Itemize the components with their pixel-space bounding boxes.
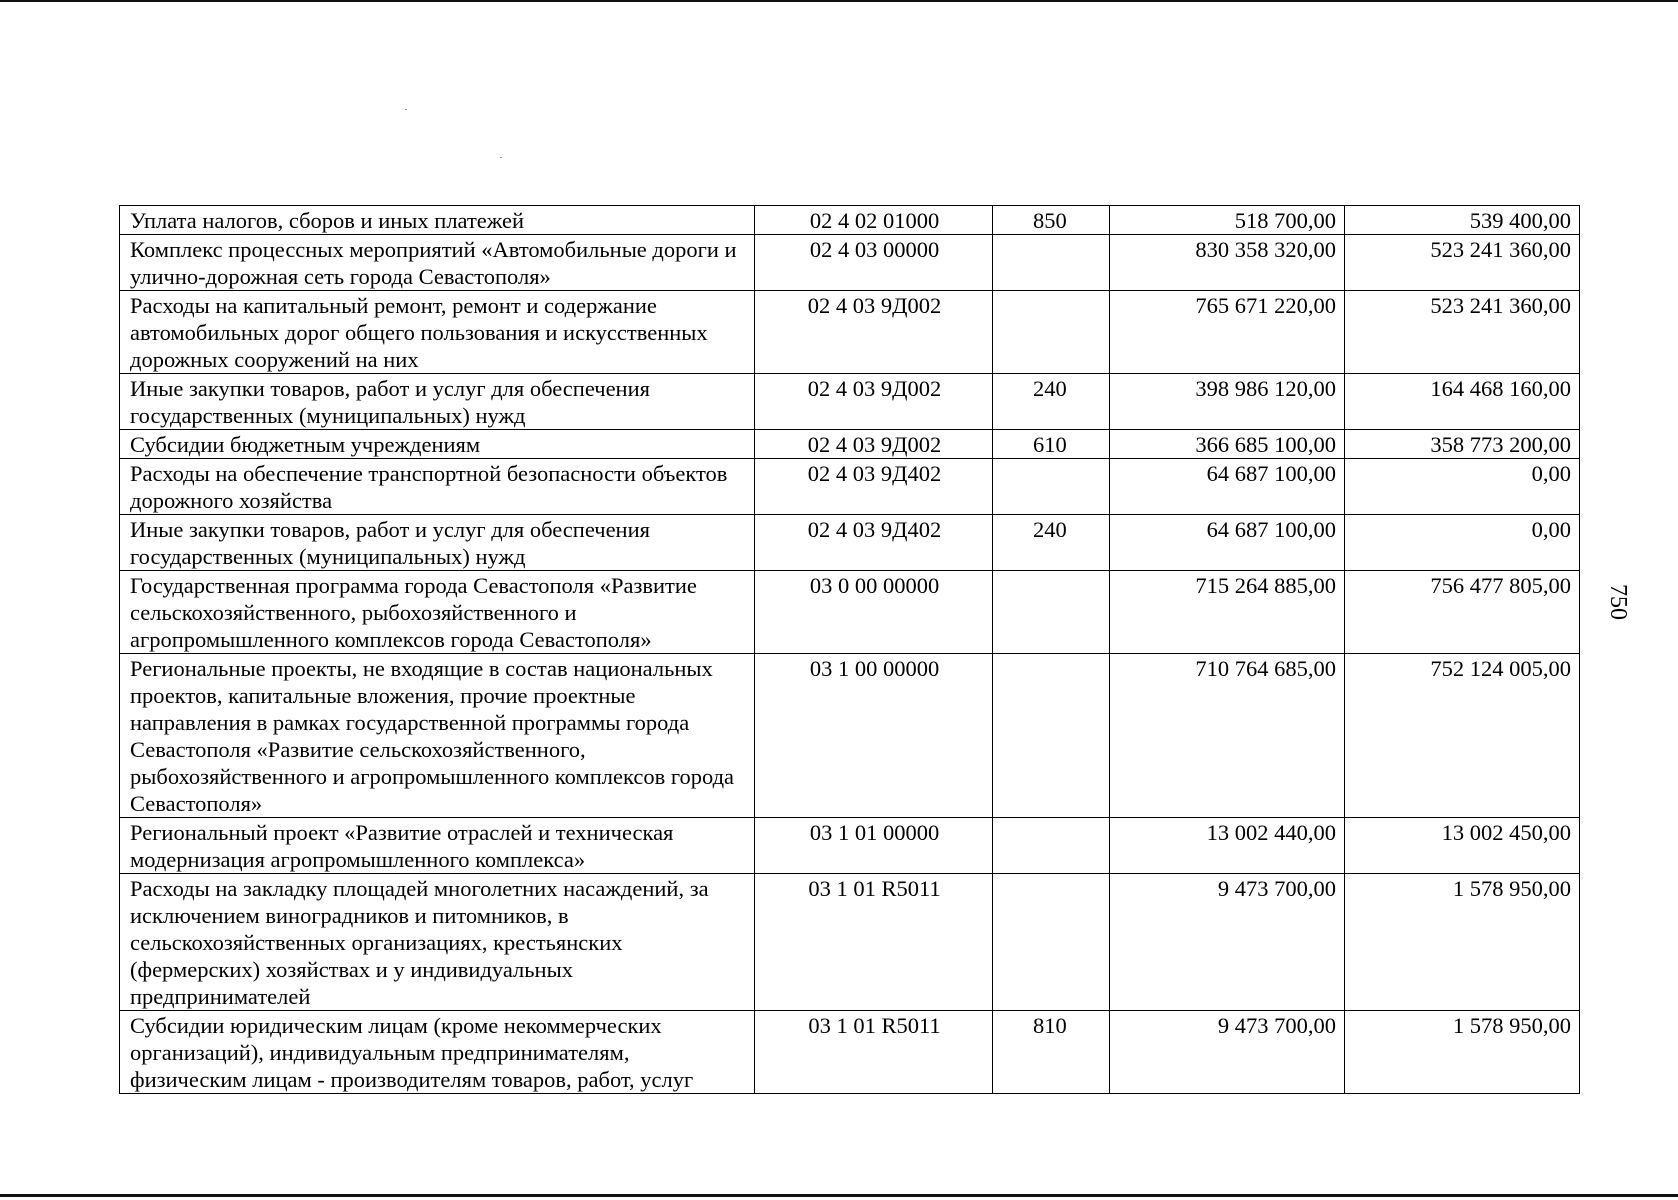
- amount-year-1: 715 264 885,00: [1110, 571, 1345, 654]
- expense-type-code: [993, 291, 1110, 374]
- row-name: Расходы на обеспечение транспортной безопасности объектов дорожного хозяйства: [120, 459, 755, 515]
- table-row: [120, 291, 1580, 374]
- scan-speck: [500, 157, 502, 158]
- amount-year-1: 9 473 700,00: [1110, 874, 1345, 1011]
- amount-year-1: 398 986 120,00: [1110, 374, 1345, 430]
- amount-year-2: 0,00: [1345, 515, 1580, 571]
- amount-year-2: 164 468 160,00: [1345, 374, 1580, 430]
- bottom-edge-line: [0, 1194, 1678, 1197]
- amount-year-2: 0,00: [1345, 459, 1580, 515]
- expense-type-code: [993, 235, 1110, 291]
- table-row: [120, 515, 1580, 571]
- target-article-code: 02 4 02 01000: [755, 206, 993, 235]
- table-row: [120, 874, 1580, 1011]
- row-name: Субсидии бюджетным учреждениям: [120, 430, 755, 459]
- target-article-code: 02 4 03 9Д402: [755, 515, 993, 571]
- expense-type-code: 850: [993, 206, 1110, 235]
- amount-year-2: 13 002 450,00: [1345, 818, 1580, 874]
- table-row: [120, 206, 1580, 235]
- amount-year-1: 830 358 320,00: [1110, 235, 1345, 291]
- table-row: [120, 571, 1580, 654]
- scan-speck: [405, 109, 407, 110]
- target-article-code: 02 4 03 9Д402: [755, 459, 993, 515]
- table-row: [120, 235, 1580, 291]
- row-name: Иные закупки товаров, работ и услуг для обеспечения государственных (муниципальных) нужд: [120, 374, 755, 430]
- amount-year-2: 1 578 950,00: [1345, 874, 1580, 1011]
- row-name: Государственная программа города Севастополя «Развитие сельскохозяйственного, рыбохозяйственного и агропромышленного комплексов города Севастополя»: [120, 571, 755, 654]
- amount-year-2: 539 400,00: [1345, 206, 1580, 235]
- expense-type-code: [993, 571, 1110, 654]
- row-name: Расходы на капитальный ремонт, ремонт и содержание автомобильных дорог общего пользования и искусственных дорожных сооружений на них: [120, 291, 755, 374]
- budget-table-body: [120, 206, 1580, 1094]
- row-name: Региональный проект «Развитие отраслей и техническая модернизация агропромышленного комплекса»: [120, 818, 755, 874]
- target-article-code: 02 4 03 9Д002: [755, 291, 993, 374]
- expense-type-code: 240: [993, 374, 1110, 430]
- target-article-code: 03 1 01 R5011: [755, 874, 993, 1011]
- row-name: Региональные проекты, не входящие в состав национальных проектов, капитальные вложения, прочие проектные направления в рамках государственной программы города Севастополя «Развитие сельскохозяйственного, рыбохозяйственного и агропромышленного комплексов города Севастополя»: [120, 654, 755, 818]
- expense-type-code: 810: [993, 1011, 1110, 1094]
- table-row: [120, 430, 1580, 459]
- target-article-code: 02 4 03 9Д002: [755, 374, 993, 430]
- budget-table: [119, 205, 1580, 1094]
- amount-year-1: 366 685 100,00: [1110, 430, 1345, 459]
- amount-year-1: 13 002 440,00: [1110, 818, 1345, 874]
- table-row: [120, 374, 1580, 430]
- table-row: [120, 654, 1580, 818]
- target-article-code: 02 4 03 00000: [755, 235, 993, 291]
- amount-year-1: 765 671 220,00: [1110, 291, 1345, 374]
- expense-type-code: 240: [993, 515, 1110, 571]
- target-article-code: 02 4 03 9Д002: [755, 430, 993, 459]
- page-number: 750: [1605, 584, 1631, 620]
- amount-year-2: 1 578 950,00: [1345, 1011, 1580, 1094]
- target-article-code: 03 1 01 R5011: [755, 1011, 993, 1094]
- table-row: [120, 459, 1580, 515]
- amount-year-2: 358 773 200,00: [1345, 430, 1580, 459]
- row-name: Уплата налогов, сборов и иных платежей: [120, 206, 755, 235]
- amount-year-1: 64 687 100,00: [1110, 459, 1345, 515]
- row-name: Расходы на закладку площадей многолетних насаждений, за исключением виноградников и питомников, в сельскохозяйственных организациях, крестьянских (фермерских) хозяйствах и у индивидуальных предпринимателей: [120, 874, 755, 1011]
- top-edge-line: [0, 0, 1678, 2]
- amount-year-1: 518 700,00: [1110, 206, 1345, 235]
- expense-type-code: [993, 459, 1110, 515]
- expense-type-code: [993, 818, 1110, 874]
- expense-type-code: [993, 654, 1110, 818]
- amount-year-2: 756 477 805,00: [1345, 571, 1580, 654]
- amount-year-2: 523 241 360,00: [1345, 291, 1580, 374]
- expense-type-code: [993, 874, 1110, 1011]
- amount-year-1: 64 687 100,00: [1110, 515, 1345, 571]
- row-name: Комплекс процессных мероприятий «Автомобильные дороги и улично-дорожная сеть города Севастополя»: [120, 235, 755, 291]
- amount-year-1: 9 473 700,00: [1110, 1011, 1345, 1094]
- amount-year-2: 752 124 005,00: [1345, 654, 1580, 818]
- target-article-code: 03 0 00 00000: [755, 571, 993, 654]
- amount-year-2: 523 241 360,00: [1345, 235, 1580, 291]
- row-name: Субсидии юридическим лицам (кроме некоммерческих организаций), индивидуальным предпринимателям, физическим лицам - производителям товаров, работ, услуг: [120, 1011, 755, 1094]
- row-name: Иные закупки товаров, работ и услуг для обеспечения государственных (муниципальных) нужд: [120, 515, 755, 571]
- amount-year-1: 710 764 685,00: [1110, 654, 1345, 818]
- table-row: [120, 1011, 1580, 1094]
- target-article-code: 03 1 00 00000: [755, 654, 993, 818]
- expense-type-code: 610: [993, 430, 1110, 459]
- table-row: [120, 818, 1580, 874]
- target-article-code: 03 1 01 00000: [755, 818, 993, 874]
